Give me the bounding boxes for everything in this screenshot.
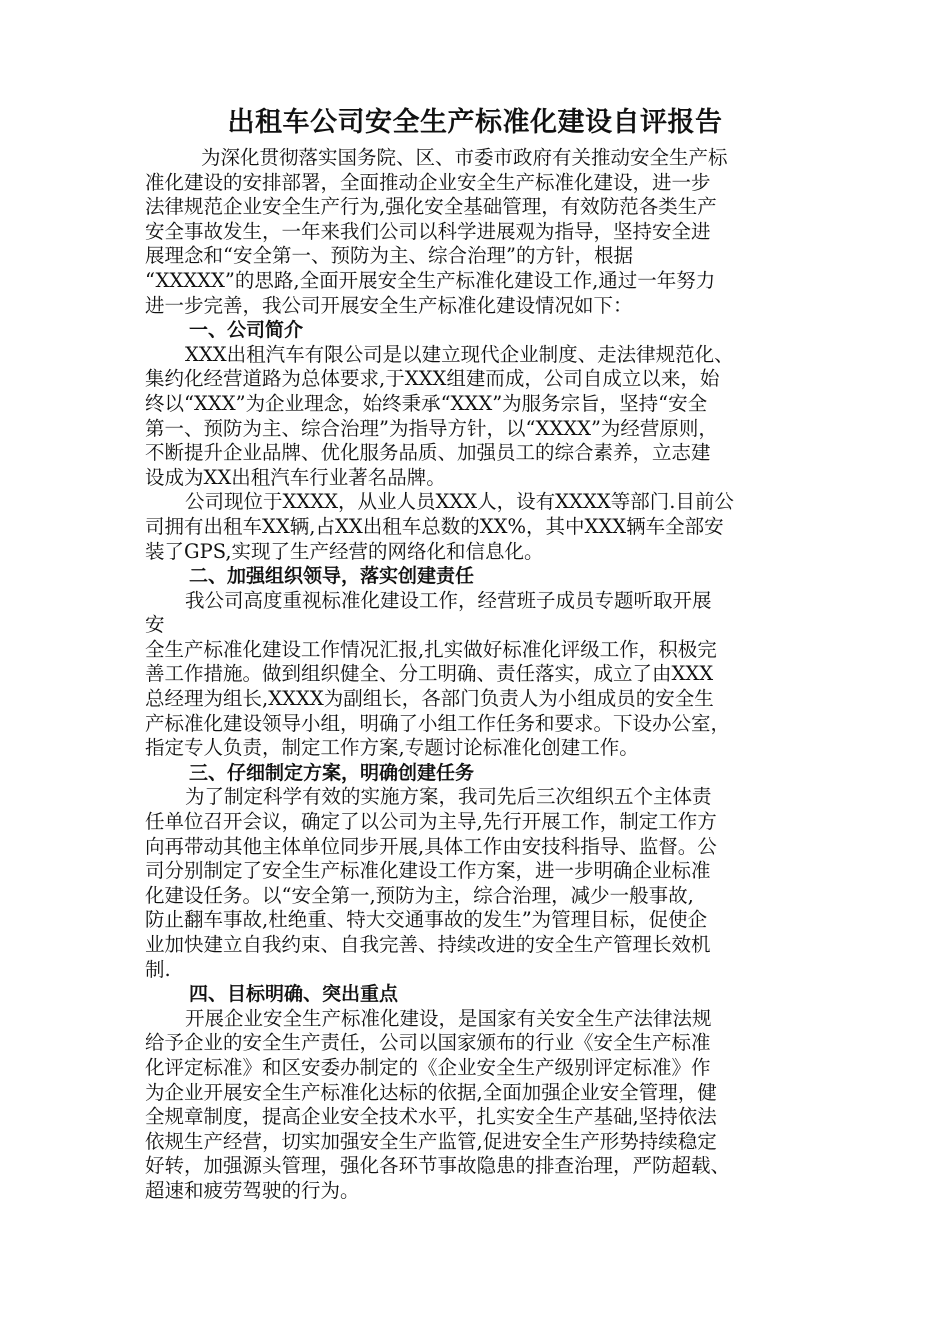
paragraph-line: 产标准化建设领导小组，明确了小组工作任务和要求。下设办公室， [145,711,731,735]
paragraph-line: 司拥有出租车XX辆,占XX出租车总数的XX%，其中XXX辆车全部安 [145,514,724,538]
section-heading: 四、目标明确、突出重点 [189,983,399,1006]
intro-line: “XXXXX”的思路,全面开展安全生产标准化建设工作,通过一年努力 [145,268,716,292]
intro-line: 安全事故发生，一年来我们公司以科学进展观为指导，坚持安全进 [145,219,711,243]
paragraph-line: 集约化经营道路为总体要求,于XXX组建而成，公司自成立以来，始 [145,367,720,391]
document-body [145,146,825,1204]
section-heading: 三、仔细制定方案，明确创建任务 [189,761,475,784]
paragraph-line: 业加快建立自我约束、自我完善、持续改进的安全生产管理长效机 [145,933,711,956]
paragraph-line: 向再带动其他主体单位同步开展,具体工作由安技科指导、监督。公 [145,834,717,858]
paragraph-line: 依规生产经营，切实加强安全生产监管,促进安全生产形势持续稳定 [145,1129,717,1153]
paragraph-line: 为了制定科学有效的实施方案，我司先后三次组织五个主体责 [185,785,712,809]
paragraph-line: 司分别制定了安全生产标准化建设工作方案，进一步明确企业标准 [145,859,711,883]
paragraph-line: 第一、预防为主、综合治理”为指导方针，以“XXXX”为经营原则， [145,416,718,440]
section-heading: 一、公司简介 [189,319,304,342]
paragraph-line: 设成为XX出租汽车行业著名品牌。 [145,465,446,489]
paragraph-line: XXX出租汽车有限公司是以建立现代企业制度、走法律规范化、 [185,342,734,366]
paragraph-line: 不断提升企业品牌、优化服务品质、加强员工的综合素养，立志建 [145,441,711,465]
paragraph-line: 开展企业安全生产标准化建设，是国家有关安全生产法律法规 [185,1006,712,1030]
paragraph-line: 全规章制度，提高企业安全技术水平，扎实安全生产基础,坚持依法 [145,1105,717,1129]
paragraph-line: 安 [145,613,165,637]
paragraph-line: 制. [145,957,171,981]
paragraph-line: 给予企业的安全生产责任，公司以国家颁布的行业《安全生产标准 [145,1031,711,1055]
paragraph-line: 超速和疲劳驾驶的行为。 [145,1178,360,1202]
paragraph-line: 为企业开展安全生产标准化达标的依据,全面加强企业安全管理，健 [145,1080,717,1104]
paragraph-line: 我公司高度重视标准化建设工作，经营班子成员专题听取开展 [185,588,712,612]
intro-line: 展理念和“安全第一、预防为主、综合治理”的方针，根据 [145,244,633,268]
section-heading: 二、加强组织领导，落实创建责任 [189,565,475,588]
document-title: 出租车公司安全生产标准化建设自评报告 [227,107,723,138]
paragraph-line: 公司现位于XXXX，从业人员XXX人，设有XXXX等部门.目前公 [185,490,734,514]
paragraph-line: 总经理为组长,XXXX为副组长，各部门负责人为小组成员的安全生 [145,687,714,711]
paragraph-line: 全生产标准化建设工作情况汇报,扎实做好标准化评级工作，积极完 [145,637,717,661]
intro-line: 进一步完善，我公司开展安全生产标准化建设情况如下： [145,293,633,317]
paragraph-line: 化建设任务。以“安全第一,预防为主，综合治理，减少一般事故, [145,883,694,907]
paragraph-line: 任单位召开会议，确定了以公司为主导,先行开展工作，制定工作方 [145,810,717,834]
paragraph-line: 好转，加强源头管理，强化各环节事故隐患的排查治理，严防超载、 [145,1154,731,1178]
paragraph-line: 指定专人负责，制定工作方案,专题讨论标准化创建工作。 [145,736,639,760]
paragraph-line: 装了GPS,实现了生产经营的网络化和信息化。 [145,539,544,563]
paragraph-line: 终以“XXX”为企业理念，始终秉承“XXX”为服务宗旨，坚持“安全 [145,391,708,415]
intro-line: 准化建设的安排部署，全面推动企业安全生产标准化建设，进一步 [145,170,711,194]
paragraph-line: 化评定标准》和区安委办制定的《企业安全生产级别评定标准》作 [145,1055,711,1079]
paragraph-line: 防止翻车事故,杜绝重、特大交通事故的发生”为管理目标，促使企 [145,908,708,932]
intro-line: 法律规范企业安全生产行为,强化安全基础管理，有效防范各类生产 [145,195,717,219]
intro-line: 为深化贯彻落实国务院、区、市委市政府有关推动安全生产标 [201,146,728,169]
paragraph-line: 善工作措施。做到组织健全、分工明确、责任落实，成立了由XXX [145,662,714,686]
